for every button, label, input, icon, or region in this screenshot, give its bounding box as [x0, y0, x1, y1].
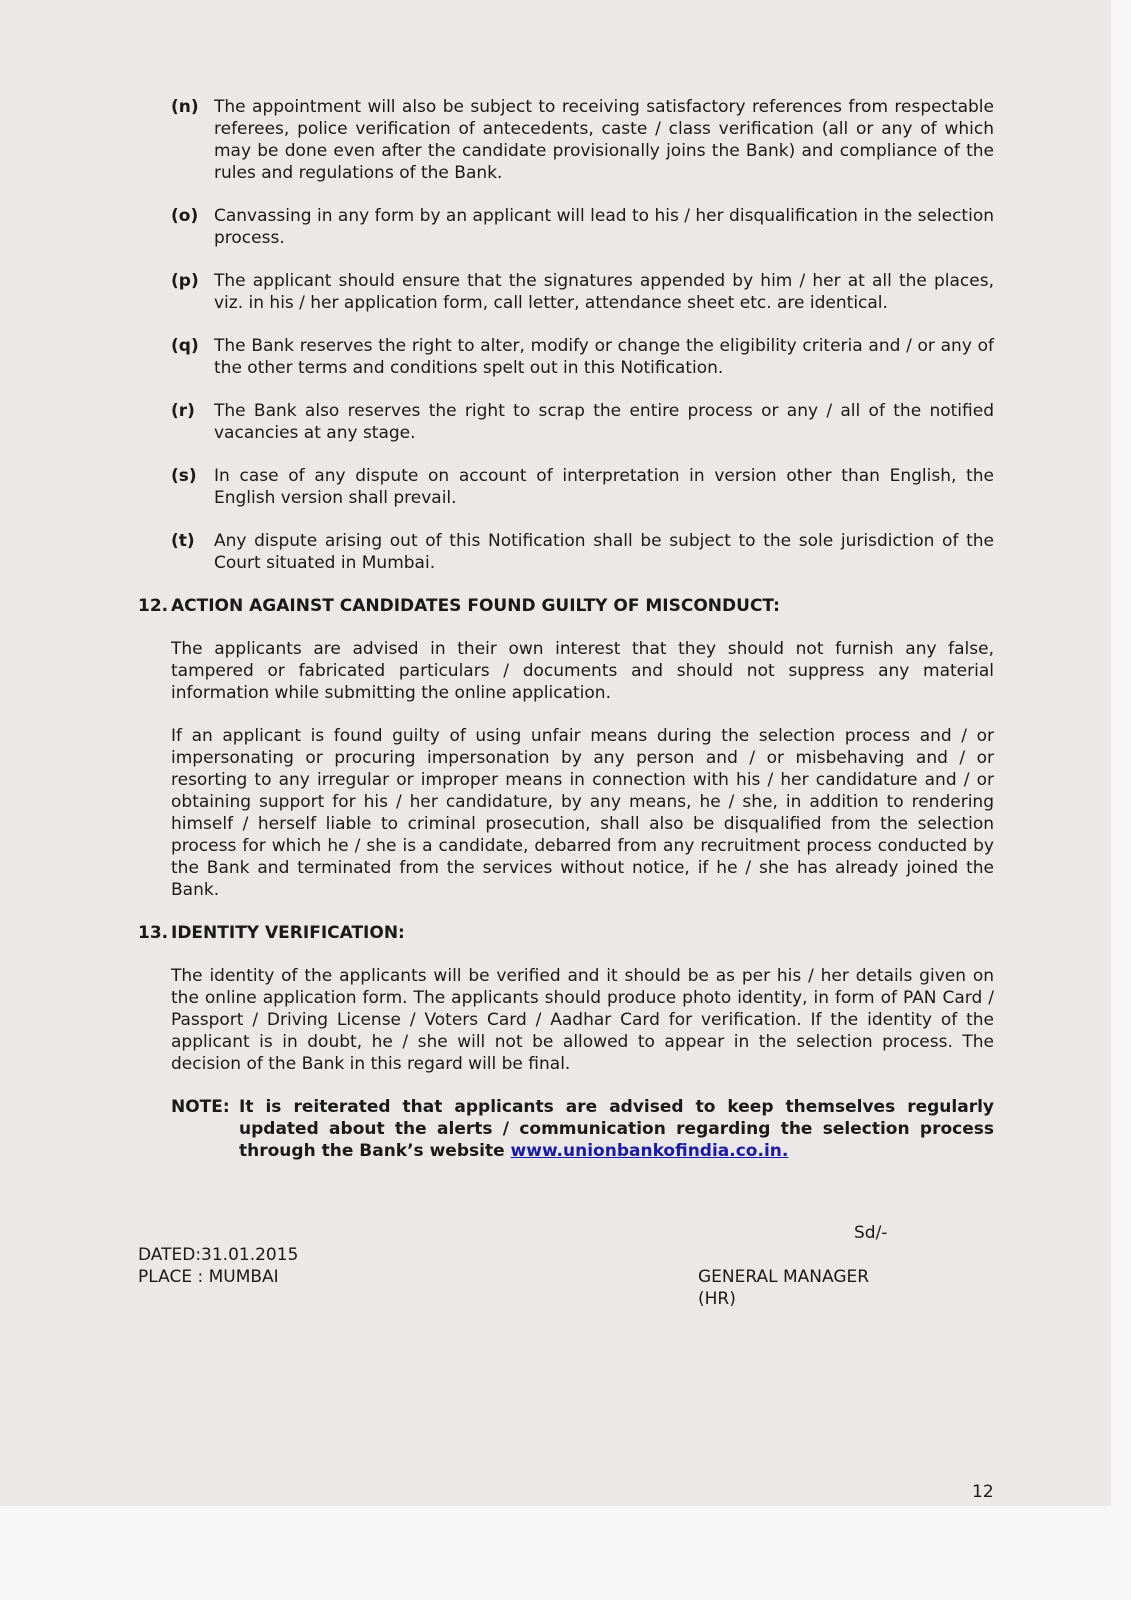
page-number: 12: [972, 1482, 994, 1502]
section-number: 12.: [138, 596, 169, 616]
clause-label: (t): [171, 531, 195, 551]
clause-text: In case of any dispute on account of interpretation in version other than English, the English version shall prevail.: [214, 466, 994, 508]
bank-website-link[interactable]: www.unionbankofindia.co.in.: [510, 1141, 789, 1161]
clause-s: [138, 465, 994, 509]
clause-q: [138, 335, 994, 379]
section-title: ACTION AGAINST CANDIDATES FOUND GUILTY OF MISCONDUCT:: [171, 596, 780, 616]
section-12-paragraph-2: If an applicant is found guilty of using unfair means during the selection process and / or impersonating or procuring impersonation by any person and / or misbehaving and / or resorting to any irregular or improper means in connection with his / her candidature and / or obtaining support for his / her candidature, by any means, he / she, in addition to rendering himself / herself liable to criminal prosecution, shall also be disqualified from the selection process for which he / she is a candidate, debarred from any recruitment process conducted by the Bank and terminated from the services without notice, if he / she has already joined the Bank.: [171, 726, 994, 900]
section-13-heading: [138, 922, 994, 944]
section-title: IDENTITY VERIFICATION:: [171, 923, 405, 943]
note-text: [239, 1096, 994, 1162]
clause-label: (p): [171, 271, 199, 291]
clause-text: The applicant should ensure that the signatures appended by him / her at all the places, viz. in his / her application form, call letter, attendance sheet etc. are identical.: [214, 271, 994, 313]
clause-p: [138, 270, 994, 314]
section-13-paragraph-1: The identity of the applicants will be verified and it should be as per his / her details given on the online application form. The applicants should produce photo identity, in form of PAN Card / Passport / Driving License / Voters Card / Aadhar Card for verification. If the identity of the applicant is in doubt, he / she will not be allowed to appear in the selection process. The decision of the Bank in this regard will be final.: [171, 966, 994, 1074]
document-body: [138, 96, 994, 1162]
signature-sd: Sd/-: [854, 1223, 888, 1243]
clause-label: (r): [171, 401, 195, 421]
clause-label: (s): [171, 466, 197, 486]
clause-label: (o): [171, 206, 199, 226]
clause-text: The Bank also reserves the right to scrap the entire process or any / all of the notified vacancies at any stage.: [214, 401, 994, 443]
clause-r: [138, 400, 994, 444]
clause-n: [138, 96, 994, 184]
clause-text: Any dispute arising out of this Notification shall be subject to the sole jurisdiction of the Court situated in Mumbai.: [214, 531, 994, 573]
clause-t: [138, 530, 994, 574]
section-12-paragraph-1: The applicants are advised in their own interest that they should not furnish any false, tampered or fabricated particulars / documents and should not suppress any material information while submitting the online application.: [171, 639, 994, 703]
section-12-heading: [138, 595, 994, 617]
note-body: It is reiterated that applicants are advised to keep themselves regularly updated about the alerts / communication regarding the selection process through the Bank’s website: [239, 1097, 994, 1161]
clause-label: (q): [171, 336, 199, 356]
clause-o: [138, 205, 994, 249]
place-line: PLACE : MUMBAI: [138, 1267, 279, 1287]
dated-line: DATED:31.01.2015: [138, 1245, 299, 1265]
designation: GENERAL MANAGER (HR): [698, 1267, 870, 1309]
clause-label: (n): [171, 97, 199, 117]
clause-text: The Bank reserves the right to alter, modify or change the eligibility criteria and / or any of the other terms and conditions spelt out in this Notification.: [214, 336, 994, 378]
note-label: NOTE:: [171, 1097, 230, 1117]
clause-text: Canvassing in any form by an applicant will lead to his / her disqualification in the selection process.: [214, 206, 994, 248]
clause-text: The appointment will also be subject to receiving satisfactory references from respectable referees, police verification of antecedents, caste / class verification (all or any of which may be done even after the candidate provisionally joins the Bank) and compliance of the rules and regulations of the Bank.: [214, 97, 994, 183]
section-number: 13.: [138, 923, 169, 943]
note-block: [171, 1096, 994, 1162]
